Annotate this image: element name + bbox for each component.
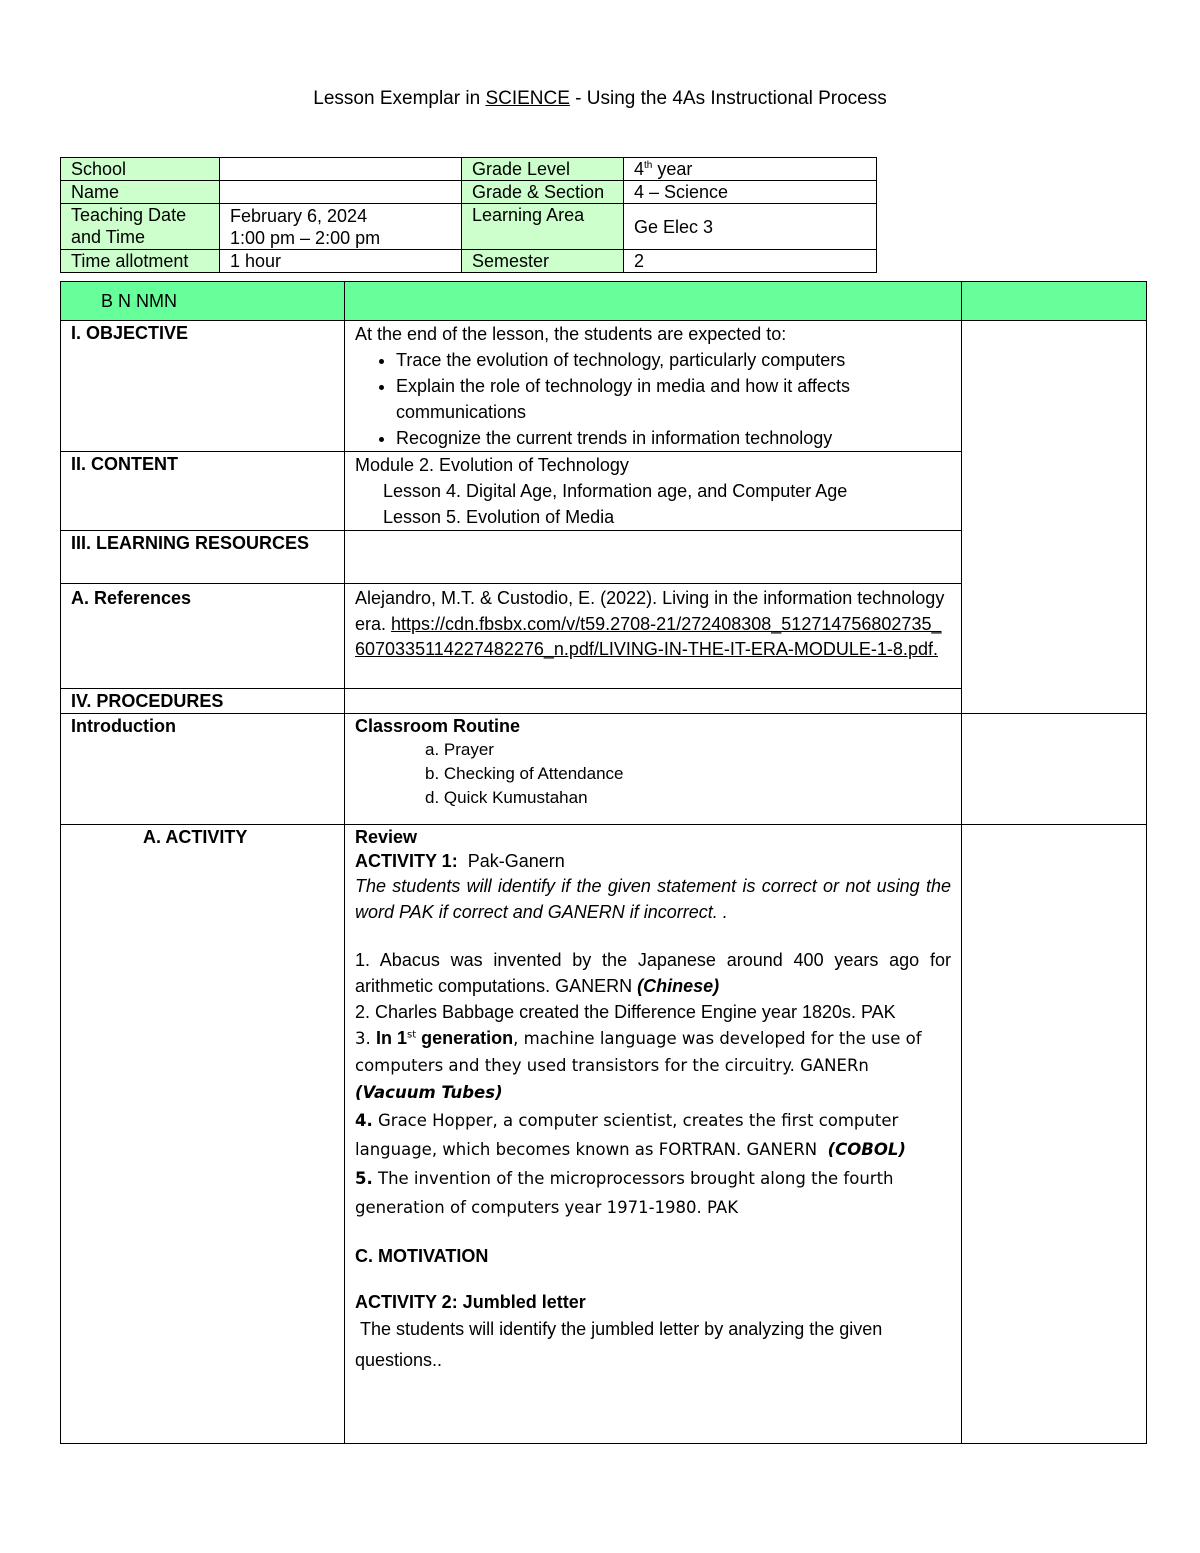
introduction-cell — [345, 714, 962, 825]
header-right — [962, 282, 1147, 321]
content-label: II. CONTENT — [61, 452, 345, 531]
resources-cell — [345, 531, 962, 584]
routine-title: Classroom Routine — [355, 716, 521, 736]
references-link[interactable]: https://cdn.fbsbx.com/v/t59.2708-21/272408308_512714756802735_6070335114227482276_n.pdf/LIVING-IN-THE-IT-ERA-MODULE-1-8.pdf. — [355, 613, 942, 659]
question-3 — [355, 1025, 951, 1106]
motivation-label: C. MOTIVATION — [355, 1246, 489, 1266]
grade-level-label: Grade Level — [462, 158, 624, 181]
objective-item: • Trace the evolution of technology, particularly computers — [396, 347, 951, 373]
content-lesson: Lesson 4. Digital Age, Information age, and Computer Age — [383, 481, 848, 501]
question-4 — [355, 1106, 951, 1164]
question-3-bold2: generation — [416, 1028, 514, 1048]
semester-value: 2 — [624, 250, 877, 273]
title-prefix: Lesson Exemplar in — [313, 88, 486, 109]
question-4-answer: (COBOL) — [827, 1140, 906, 1159]
grade-level-num: 4 — [634, 159, 645, 179]
objective-item: • Recognize the current trends in information technology — [396, 425, 951, 451]
objective-list — [355, 347, 951, 451]
notes-column-activity — [962, 825, 1147, 1444]
header-label-text: B N NMN — [101, 291, 177, 311]
objective-cell — [345, 321, 962, 452]
lesson-plan-table — [60, 281, 1147, 1444]
references-cell — [345, 584, 962, 689]
references-text: Alejandro, M.T. & Custodio, E. (2022). Living in the information technology era. — [355, 588, 945, 634]
activity1-instruction: The students will identify if the given statement is correct or not using the word PAK if correct and GANERN if incorrect. . — [355, 876, 951, 922]
question-3-text: , machine language was developed for the use of computers and they used transistors for the circuitry. GANERn — [355, 1029, 922, 1075]
introduction-label-text: Introduction — [71, 716, 176, 736]
title-suffix: - Using the 4As Instructional Process — [569, 88, 887, 109]
learning-area-value: Ge Elec 3 — [624, 204, 877, 250]
name-value — [220, 181, 462, 204]
school-value — [220, 158, 462, 181]
grade-section-label: Grade & Section — [462, 181, 624, 204]
routine-item: d. Quick Kumustahan — [425, 788, 588, 807]
question-1-answer: (Chinese) — [637, 976, 720, 996]
grade-section-value: 4 – Science — [624, 181, 877, 204]
question-4-text: Grace Hopper, a computer scientist, creates the first computer language, which becomes known as FORTRAN. GANERN — [355, 1111, 904, 1159]
routine-item: a. Prayer — [425, 740, 494, 759]
notes-column-intro — [962, 714, 1147, 825]
activity-label-cell — [61, 825, 345, 1444]
question-1 — [355, 947, 951, 999]
question-3-bold: In 1 — [376, 1028, 408, 1048]
activity-label: A. ACTIVITY — [143, 827, 248, 847]
content-cell — [345, 452, 962, 531]
grade-level-value — [624, 158, 877, 181]
school-label: School — [61, 158, 220, 181]
content-module: Module 2. Evolution of Technology — [355, 455, 629, 475]
time-allotment-label: Time allotment — [61, 250, 220, 273]
time-allotment-value: 1 hour — [220, 250, 462, 273]
question-2: 2. Charles Babbage created the Difference Engine year 1820s. PAK — [355, 1002, 896, 1022]
activity1-heading — [355, 849, 951, 873]
objective-item: • Explain the role of technology in media and how it affects communications — [396, 373, 951, 425]
question-3-sup: st — [407, 1029, 417, 1041]
activity2-label: ACTIVITY 2: Jumbled letter — [355, 1292, 586, 1312]
header-middle — [345, 282, 962, 321]
notes-column-top — [962, 321, 1147, 714]
routine-item: b. Checking of Attendance — [425, 764, 624, 783]
question-5-text: The invention of the microprocessors brought along the fourth generation of computers year 1971-1980. PAK — [355, 1169, 894, 1217]
header-label — [61, 282, 345, 321]
teaching-time: 1:00 pm – 2:00 pm — [230, 228, 381, 248]
question-3-answer: (Vacuum Tubes) — [355, 1083, 503, 1102]
review-title: Review — [355, 827, 418, 847]
semester-label: Semester — [462, 250, 624, 273]
page-title — [0, 88, 1200, 110]
resources-label: III. LEARNING RESOURCES — [61, 531, 345, 584]
activity2-instruction: The students will identify the jumbled letter by analyzing the given questions.. — [355, 1319, 888, 1370]
content-lesson: Lesson 5. Evolution of Media — [383, 507, 615, 527]
grade-level-rest: year — [652, 159, 693, 179]
teaching-date-value — [220, 204, 462, 250]
teaching-date-label: Teaching Date and Time — [61, 204, 220, 250]
question-4-num: 4. — [355, 1111, 373, 1130]
name-label: Name — [61, 181, 220, 204]
grade-level-sup: th — [644, 160, 653, 171]
activity1-name: Pak-Ganern — [457, 851, 565, 871]
question-1-text: 1. Abacus was invented by the Japanese around 400 years ago for arithmetic computations. GANERN — [355, 950, 951, 996]
procedures-cell — [345, 689, 962, 714]
teaching-date: February 6, 2024 — [230, 206, 368, 226]
lesson-info-table — [60, 157, 877, 273]
question-5 — [355, 1164, 951, 1222]
question-3-num: 3. — [355, 1029, 376, 1048]
objective-label: I. OBJECTIVE — [61, 321, 345, 452]
objective-intro: At the end of the lesson, the students are expected to: — [355, 324, 787, 344]
procedures-label: IV. PROCEDURES — [61, 689, 345, 714]
question-5-num: 5. — [355, 1169, 373, 1188]
learning-area-label: Learning Area — [462, 204, 624, 250]
activity1-label: ACTIVITY 1: — [355, 851, 458, 871]
introduction-label — [61, 714, 345, 825]
references-label: A. References — [61, 584, 345, 689]
title-subject: SCIENCE — [485, 88, 570, 109]
activity-cell — [345, 825, 962, 1444]
